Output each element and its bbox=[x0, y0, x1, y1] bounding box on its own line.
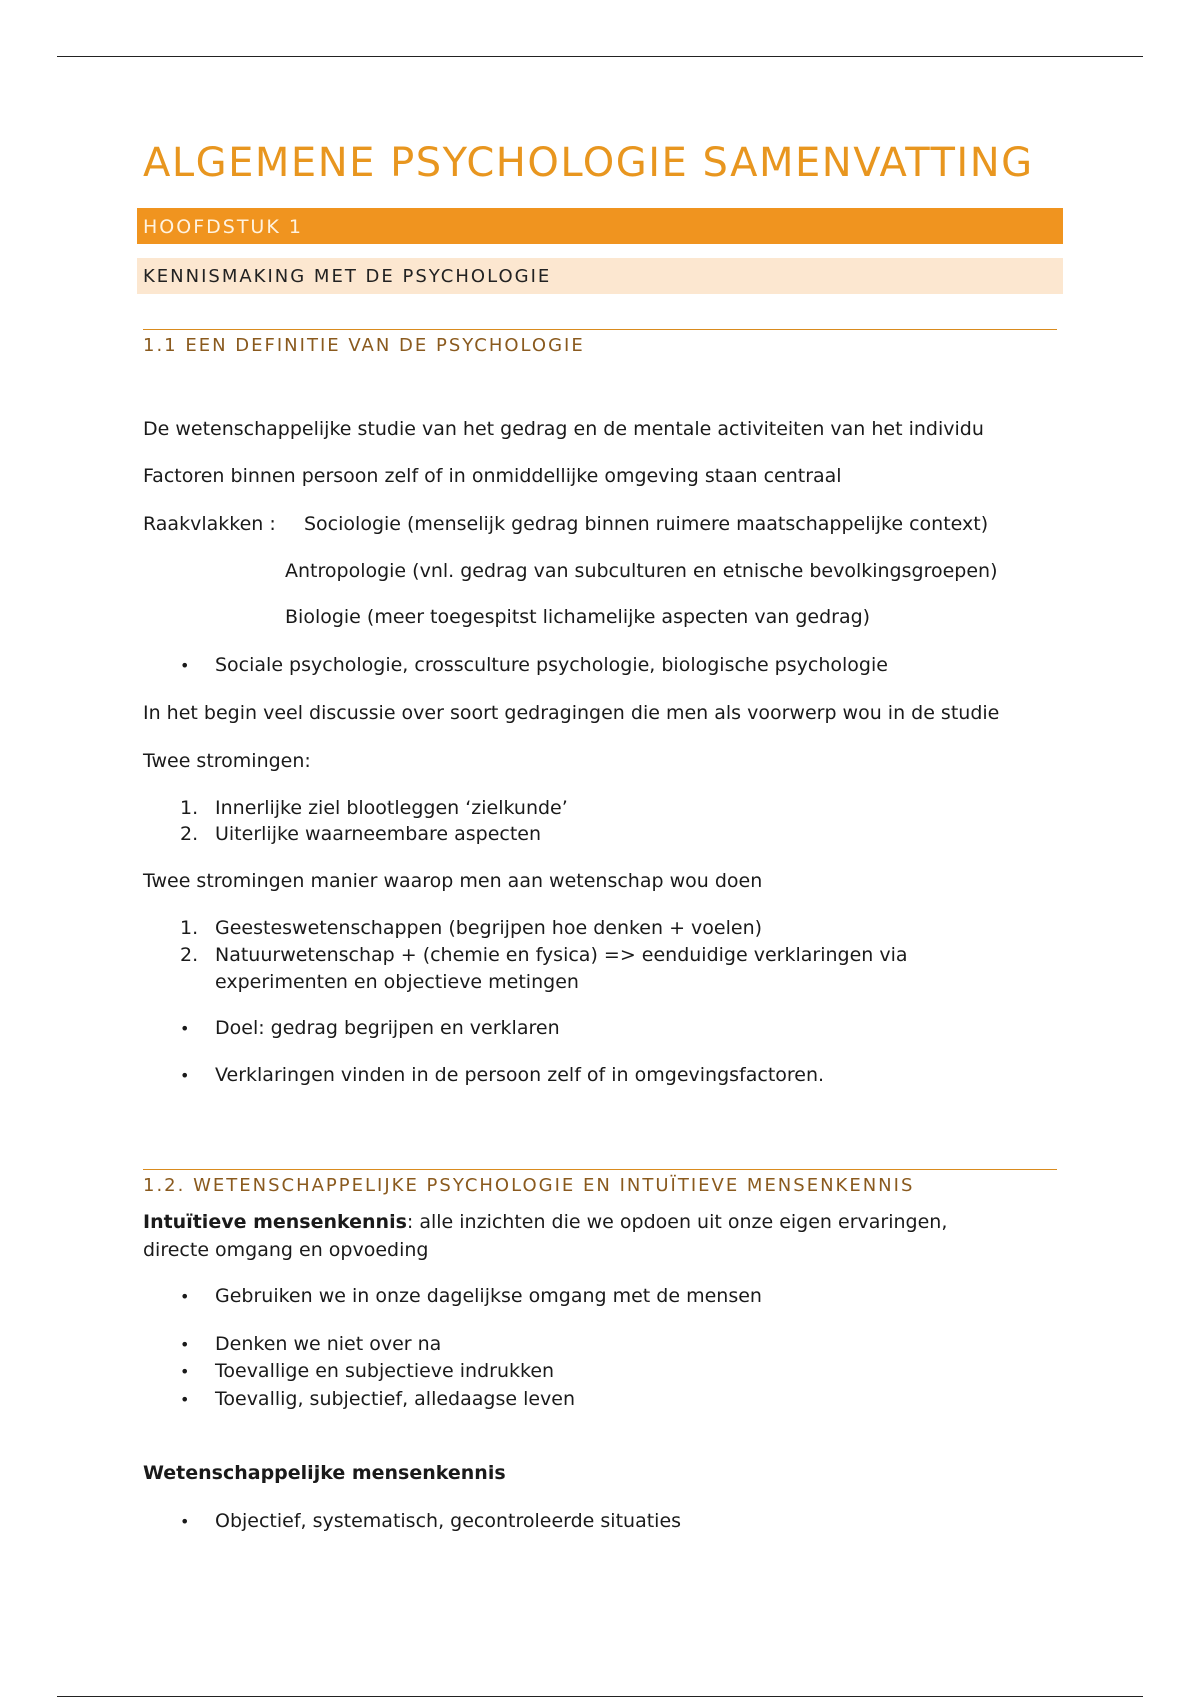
chapter-banner bbox=[137, 208, 1063, 244]
chapter-subtitle-banner bbox=[137, 258, 1063, 294]
list-item: Innerlijke ziel blootleggen ‘zielkunde’ bbox=[215, 797, 568, 819]
top-rule bbox=[57, 56, 1143, 57]
raakvlak-item: Antropologie (vnl. gedrag van subculturen en etnische bevolkingsgroepen) bbox=[285, 560, 998, 582]
bullet-marker: • bbox=[180, 1066, 190, 1085]
list-item: Objectief, systematisch, gecontroleerde situaties bbox=[215, 1510, 682, 1532]
list-item: Natuurwetenschap + (chemie en fysica) => eenduidige verklaringen via bbox=[215, 944, 908, 966]
definition-text: : alle inzichten die we opdoen uit onze eigen ervaringen, bbox=[406, 1211, 948, 1233]
bullet-marker: • bbox=[180, 1512, 190, 1531]
section-2-heading: 1.2. WETENSCHAPPELIJKE PSYCHOLOGIE EN INTUÏTIEVE MENSENKENNIS bbox=[143, 1175, 915, 1196]
section-1-rule bbox=[143, 329, 1057, 330]
bullet-marker: • bbox=[180, 656, 190, 675]
raakvlak-item: Sociologie (menselijk gedrag binnen ruimere maatschappelijke context) bbox=[304, 513, 989, 535]
section-2-rule bbox=[143, 1169, 1057, 1170]
bullet-marker: • bbox=[180, 1362, 190, 1381]
list-item: Denken we niet over na bbox=[215, 1333, 442, 1355]
term-scientific-label: Wetenschappelijke mensenkennis bbox=[143, 1462, 506, 1484]
list-item: Toevallige en subjectieve indrukken bbox=[215, 1360, 555, 1382]
bullet-marker: • bbox=[180, 1287, 190, 1306]
list-item: Geesteswetenschappen (begrijpen hoe denken + voelen) bbox=[215, 917, 763, 939]
list-item: Doel: gedrag begrijpen en verklaren bbox=[215, 1017, 560, 1039]
term-scientific bbox=[143, 1462, 506, 1484]
section-1-heading: 1.1 EEN DEFINITIE VAN DE PSYCHOLOGIE bbox=[143, 335, 585, 356]
definition-continuation: directe omgang en opvoeding bbox=[143, 1239, 429, 1261]
paragraph-two-streams-science: Twee stromingen manier waarop men aan wetenschap wou doen bbox=[143, 870, 763, 892]
raakvlak-item: Biologie (meer toegespitst lichamelijke aspecten van gedrag) bbox=[285, 606, 871, 628]
list-number: 1. bbox=[180, 797, 199, 819]
list-item: Uiterlijke waarneembare aspecten bbox=[215, 823, 542, 845]
list-item: Verklaringen vinden in de persoon zelf of in omgevingsfactoren. bbox=[215, 1064, 825, 1086]
list-number: 1. bbox=[180, 917, 199, 939]
term-intuitive: Intuïtieve mensenkennis bbox=[143, 1211, 407, 1233]
paragraph-definition: De wetenschappelijke studie van het gedrag en de mentale activiteiten van het individu bbox=[143, 418, 984, 440]
definition-intuitive bbox=[143, 1211, 947, 1233]
list-number: 2. bbox=[180, 944, 199, 966]
bullet-marker: • bbox=[180, 1390, 190, 1409]
list-item: Toevallig, subjectief, alledaagse leven bbox=[215, 1388, 576, 1410]
paragraph-factors: Factoren binnen persoon zelf of in onmiddellijke omgeving staan centraal bbox=[143, 465, 842, 487]
list-item: Gebruiken we in onze dagelijkse omgang met de mensen bbox=[215, 1285, 762, 1307]
list-item: Sociale psychologie, crossculture psychologie, biologische psychologie bbox=[215, 654, 888, 676]
chapter-label: HOOFDSTUK 1 bbox=[143, 216, 303, 238]
bullet-marker: • bbox=[180, 1019, 190, 1038]
list-number: 2. bbox=[180, 823, 199, 845]
chapter-subtitle: KENNISMAKING MET DE PSYCHOLOGIE bbox=[143, 266, 552, 287]
bottom-rule bbox=[57, 1696, 1143, 1697]
bullet-marker: • bbox=[180, 1335, 190, 1354]
list-item-continuation: experimenten en objectieve metingen bbox=[215, 971, 579, 993]
paragraph-two-streams: Twee stromingen: bbox=[143, 750, 311, 772]
document-title: ALGEMENE PSYCHOLOGIE SAMENVATTING bbox=[143, 140, 1034, 186]
raakvlakken-label: Raakvlakken : bbox=[143, 513, 276, 535]
paragraph-discussion: In het begin veel discussie over soort gedragingen die men als voorwerp wou in de studie bbox=[143, 702, 1000, 724]
